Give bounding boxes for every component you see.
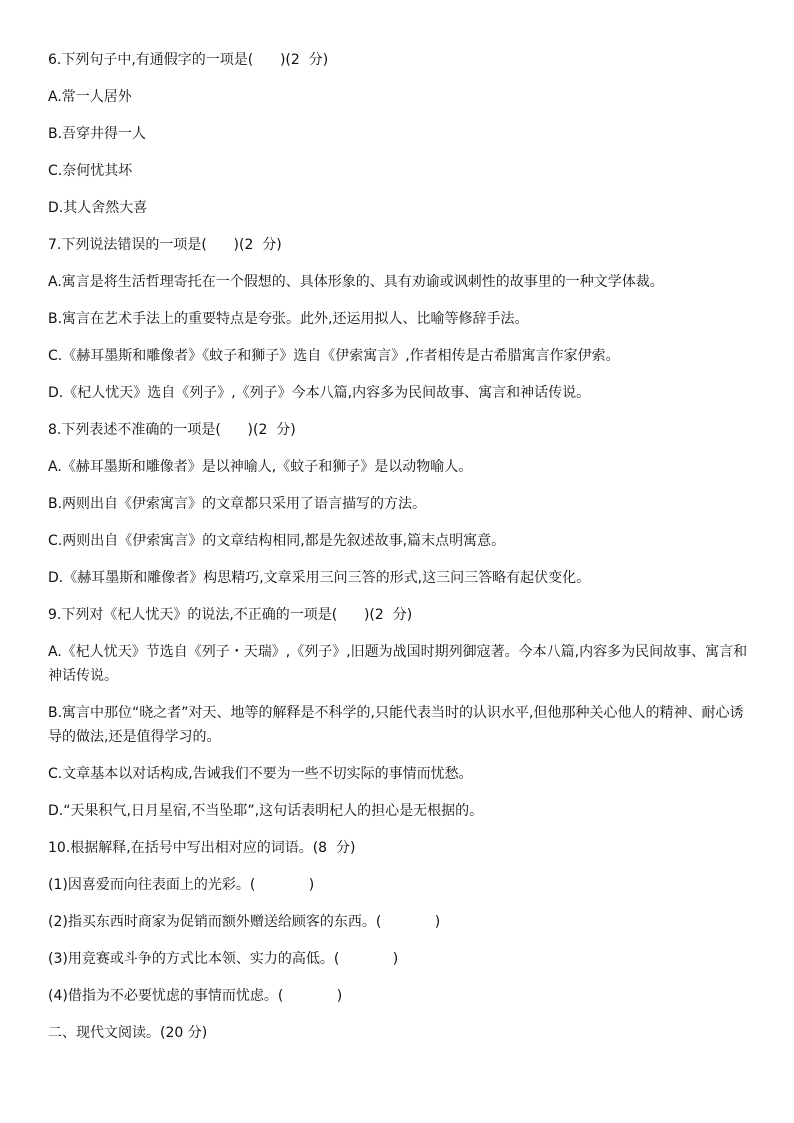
question-8-option-d: D.《赫耳墨斯和雕像者》构思精巧,文章采用三问三答的形式,这三问三答略有起伏变化。 [48,570,591,586]
question-10-item-4: (4)借指为不必要忧虑的事情而忧虑。( ) [48,988,343,1004]
document-page [48,48,756,1058]
question-6-option-b: B.吾穿井得一人 [48,126,147,142]
question-6-stem: 6.下列句子中,有通假字的一项是( )(2 分) [48,52,329,68]
question-9-stem: 9.下列对《杞人忧天》的说法,不正确的一项是( )(2 分) [48,607,413,623]
question-7-option-b: B.寓言在艺术手法上的重要特点是夸张。此外,还运用拟人、比喻等修辞手法。 [48,311,529,327]
question-9-option-a: A.《杞人忧天》节选自《列子・天瑞》,《列子》,旧题为战国时期列御寇著。今本八篇,内容多为民间故事、寓言和神话传说。 [48,644,748,684]
question-7-option-d: D.《杞人忧天》选自《列子》,《列子》今本八篇,内容多为民间故事、寓言和神话传说。 [48,385,591,401]
question-10-item-3: (3)用竞赛或斗争的方式比本领、实力的高低。( ) [48,951,399,967]
question-6-option-c: C.奈何忧其坏 [48,163,133,179]
question-7-option-c: C.《赫耳墨斯和雕像者》《蚊子和狮子》选自《伊索寓言》,作者相传是古希腊寓言作家伊索。 [48,348,620,364]
question-8-option-a: A.《赫耳墨斯和雕像者》是以神喻人,《蚊子和狮子》是以动物喻人。 [48,459,473,475]
question-10-item-2: (2)指买东西时商家为促销而额外赠送给顾客的东西。( ) [48,914,441,930]
question-6-option-a: A.常一人居外 [48,89,132,105]
question-9-option-c: C.文章基本以对话构成,告诫我们不要为一些不切实际的事情而忧愁。 [48,766,473,782]
question-7-stem: 7.下列说法错误的一项是( )(2 分) [48,237,282,253]
section-heading-modern-reading: 二、现代文阅读。(20 分) [48,1025,208,1041]
question-10-stem: 10.根据解释,在括号中写出相对应的词语。(8 分) [48,840,356,856]
question-8-stem: 8.下列表述不准确的一项是( )(2 分) [48,422,296,438]
question-8-option-b: B.两则出自《伊索寓言》的文章都只采用了语言描写的方法。 [48,496,427,512]
question-9-option-b: B.寓言中那位“晓之者”对天、地等的解释是不科学的,只能代表当时的认识水平,但他那种关心他人的精神、耐心诱导的做法,还是值得学习的。 [48,705,744,745]
question-6-option-d: D.其人舍然大喜 [48,200,148,216]
question-10-item-1: (1)因喜爱而向往表面上的光彩。( ) [48,877,315,893]
question-9-option-d: D.“天果积气,日月星宿,不当坠耶”,这句话表明杞人的担心是无根据的。 [48,803,484,819]
question-7-option-a: A.寓言是将生活哲理寄托在一个假想的、具体形象的、具有劝谕或讽刺性的故事里的一种文学体裁。 [48,274,664,290]
question-8-option-c: C.两则出自《伊索寓言》的文章结构相同,都是先叙述故事,篇末点明寓意。 [48,533,506,549]
